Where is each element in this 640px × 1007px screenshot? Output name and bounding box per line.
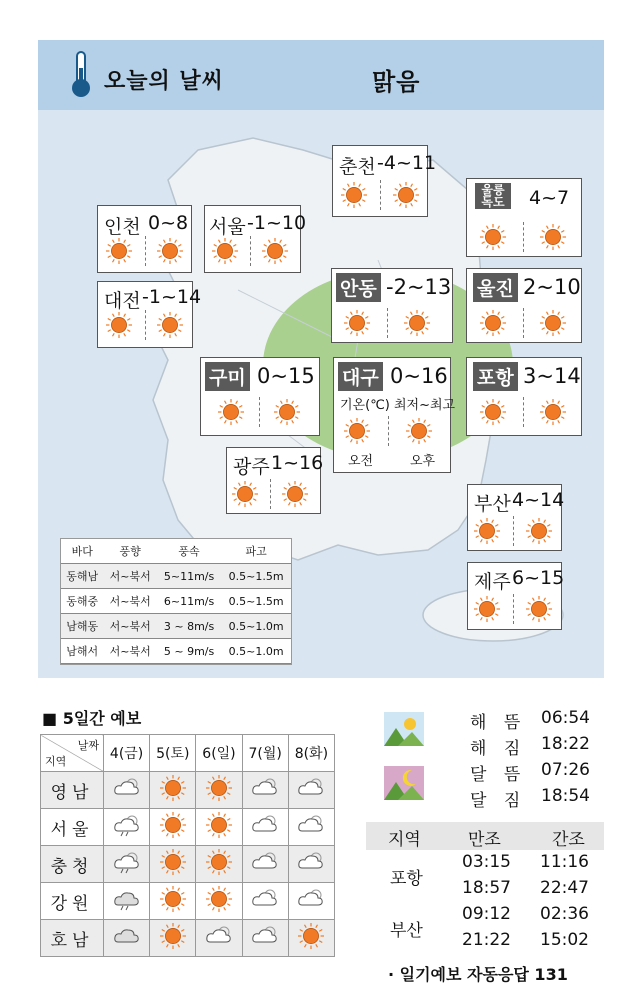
cloudy-sun-icon — [250, 850, 280, 878]
astro-time: 18:22 — [541, 734, 590, 754]
sun-icon — [473, 595, 499, 621]
sun-icon — [473, 517, 499, 543]
sea-cell: 남해동 — [61, 614, 103, 639]
forecast-corner — [41, 735, 104, 772]
cloud-icon — [112, 924, 142, 952]
sun-icon — [159, 811, 187, 843]
tide-header-high: 만조 — [468, 830, 501, 850]
forecast-cell — [288, 920, 334, 957]
divider — [270, 479, 271, 509]
forecast-region: 영남 — [41, 772, 104, 809]
sun-icon — [281, 480, 307, 506]
sun-icon — [479, 223, 505, 249]
legend-pm: 오후 — [410, 454, 436, 469]
forecast-cell — [242, 809, 288, 846]
sea-cell: 6~11m/s — [157, 589, 221, 614]
forecast-region: 충청 — [41, 846, 104, 883]
cloudy-sun-icon — [296, 850, 326, 878]
city-temp: 2~10 — [523, 275, 581, 299]
sun-icon — [156, 237, 182, 263]
cloudy-sun-icon — [296, 887, 326, 915]
astro-time: 06:54 — [541, 708, 590, 728]
corner-date-label: 날짜 — [77, 739, 99, 752]
city-box-daegu — [333, 357, 456, 473]
astro-time: 07:26 — [541, 760, 590, 780]
forecast-cell — [104, 883, 150, 920]
sea-cell: 3 ~ 8m/s — [157, 614, 221, 639]
cloud-rain-icon — [112, 887, 142, 915]
thermometer-icon — [68, 50, 94, 100]
divider — [523, 308, 524, 338]
astro-time: 18:54 — [541, 786, 590, 806]
forecast-day: 4(금) — [104, 735, 150, 772]
cloudy-sun-icon — [296, 776, 326, 804]
divider — [513, 594, 514, 624]
forecast-cell — [242, 883, 288, 920]
city-name: 인천 — [104, 216, 141, 238]
divider — [380, 180, 381, 210]
astro-label: 달 짐 — [470, 791, 527, 811]
astro-label: 해 짐 — [470, 739, 527, 759]
forecast-cell — [150, 920, 196, 957]
sun-icon — [205, 848, 233, 880]
city-name: 대전 — [104, 290, 141, 312]
tide-low: 02:36 — [540, 904, 589, 924]
sun-icon — [231, 480, 257, 506]
cloudy-sun-icon — [250, 924, 280, 952]
sun-icon — [403, 309, 429, 335]
table-row — [61, 614, 291, 639]
forecast-cell — [104, 846, 150, 883]
table-row — [41, 772, 335, 809]
forecast-cell — [104, 772, 150, 809]
divider — [388, 416, 389, 446]
sunrise-icon — [384, 712, 424, 746]
divider — [145, 310, 146, 340]
table-row — [41, 920, 335, 957]
sun-icon — [261, 237, 287, 263]
city-temp: -1~10 — [247, 212, 307, 234]
sun-icon — [211, 237, 237, 263]
forecast-cell — [242, 772, 288, 809]
forecast-cell — [150, 772, 196, 809]
forecast-region: 호남 — [41, 920, 104, 957]
sea-header: 풍속 — [157, 539, 221, 564]
forecast-region: 서울 — [41, 809, 104, 846]
forecast-cell — [196, 772, 242, 809]
cloudy-sun-icon — [250, 887, 280, 915]
astro-label: 해 뜸 — [470, 713, 527, 733]
weather-condition: 맑음 — [372, 68, 421, 96]
tide-region: 포항 — [390, 869, 423, 889]
sun-icon — [159, 885, 187, 917]
sea-cell: 서~북서 — [103, 639, 156, 664]
sun-icon — [392, 181, 418, 207]
sea-header: 파고 — [221, 539, 291, 564]
city-name: 서울 — [209, 216, 246, 238]
sea-header: 바다 — [61, 539, 103, 564]
footer-hotline: · 일기예보 자동응답 131 — [388, 965, 568, 984]
sun-icon — [156, 311, 182, 337]
sea-cell: 0.5~1.5m — [221, 589, 291, 614]
divider — [523, 222, 524, 252]
forecast-cell — [242, 846, 288, 883]
forecast-cell — [104, 809, 150, 846]
divider — [387, 308, 388, 338]
sea-cell: 0.5~1.0m — [221, 639, 291, 664]
sun-icon — [539, 309, 565, 335]
table-row — [41, 809, 335, 846]
forecast-title: ■ 5일간 예보 — [42, 709, 142, 728]
table-row — [61, 564, 291, 589]
city-name: 제주 — [474, 571, 511, 593]
city-name: 포항 — [473, 362, 518, 391]
sun-icon — [525, 517, 551, 543]
cloudy-sun-icon — [204, 924, 234, 952]
city-temp: 4~7 — [529, 187, 570, 209]
sun-icon — [159, 774, 187, 806]
tide-low: 15:02 — [540, 930, 589, 950]
forecast-cell — [150, 883, 196, 920]
sea-cell: 서~북서 — [103, 589, 156, 614]
sun-icon — [405, 417, 431, 443]
sun-icon — [539, 398, 565, 424]
sea-table — [60, 538, 292, 665]
sea-cell: 서~북서 — [103, 614, 156, 639]
forecast-day: 6(일) — [196, 735, 242, 772]
sea-cell: 동해남 — [61, 564, 103, 589]
tide-high: 03:15 — [462, 852, 511, 872]
forecast-cell — [196, 809, 242, 846]
city-name: 안동 — [336, 273, 381, 302]
tide-low: 22:47 — [540, 878, 589, 898]
sea-cell: 5 ~ 9m/s — [157, 639, 221, 664]
city-temp: 3~14 — [523, 364, 581, 388]
city-temp: -4~11 — [377, 152, 437, 174]
forecast-day: 8(화) — [288, 735, 334, 772]
tide-header — [366, 822, 604, 850]
forecast-day: 5(토) — [150, 735, 196, 772]
divider — [250, 236, 251, 266]
city-name: 울진 — [473, 273, 518, 302]
forecast-cell — [196, 883, 242, 920]
divider — [145, 236, 146, 266]
forecast-cell — [104, 920, 150, 957]
sea-cell: 0.5~1.0m — [221, 614, 291, 639]
divider — [259, 397, 260, 427]
city-name: 울릉독도 — [475, 183, 511, 209]
table-row — [41, 883, 335, 920]
sun-icon — [273, 398, 299, 424]
sun-icon — [105, 311, 131, 337]
sun-icon — [297, 922, 325, 954]
forecast-cell — [150, 846, 196, 883]
sea-cell: 0.5~1.5m — [221, 564, 291, 589]
sun-icon — [105, 237, 131, 263]
city-name: 대구 — [338, 362, 383, 391]
sun-icon — [205, 885, 233, 917]
cloud-rain-sun-icon — [112, 850, 142, 878]
forecast-cell — [196, 846, 242, 883]
cloudy-sun-icon — [250, 776, 280, 804]
cloudy-sun-icon — [250, 813, 280, 841]
forecast-cell — [242, 920, 288, 957]
sun-icon — [525, 595, 551, 621]
city-name: 광주 — [233, 456, 270, 478]
forecast-cell — [288, 772, 334, 809]
city-name: 부산 — [474, 493, 511, 515]
city-temp: 0~8 — [148, 212, 189, 234]
sun-icon — [205, 774, 233, 806]
sun-icon — [343, 309, 369, 335]
tide-header-region: 지역 — [388, 830, 421, 850]
legend-desc: 기온(℃) 최저~최고 — [340, 398, 456, 413]
tide-high: 09:12 — [462, 904, 511, 924]
sun-icon — [159, 922, 187, 954]
tide-region: 부산 — [390, 921, 423, 941]
divider — [523, 397, 524, 427]
forecast-cell — [288, 809, 334, 846]
sun-icon — [205, 811, 233, 843]
sun-icon — [343, 417, 369, 443]
tide-header-low: 간조 — [552, 830, 585, 850]
page-title: 오늘의 날씨 — [104, 69, 224, 94]
sun-icon — [217, 398, 243, 424]
forecast-cell — [150, 809, 196, 846]
forecast-cell — [288, 883, 334, 920]
sea-cell: 남해서 — [61, 639, 103, 664]
tide-high: 18:57 — [462, 878, 511, 898]
corner-region-label: 지역 — [45, 755, 67, 768]
city-temp: -2~13 — [386, 275, 452, 299]
forecast-cell — [196, 920, 242, 957]
table-row — [41, 846, 335, 883]
sea-cell: 동해중 — [61, 589, 103, 614]
cloud-rain-sun-icon — [112, 813, 142, 841]
sea-cell: 서~북서 — [103, 564, 156, 589]
city-temp: 0~15 — [257, 364, 315, 388]
forecast-day: 7(월) — [242, 735, 288, 772]
sea-cell: 5~11m/s — [157, 564, 221, 589]
divider — [513, 516, 514, 546]
city-name: 춘천 — [339, 156, 376, 178]
city-temp: 6~15 — [512, 567, 565, 589]
forecast-cell — [288, 846, 334, 883]
table-row — [61, 589, 291, 614]
city-temp: 1~16 — [271, 452, 324, 474]
city-temp: 0~16 — [390, 364, 448, 388]
sun-icon — [479, 398, 505, 424]
moonrise-icon — [384, 766, 424, 800]
sun-icon — [539, 223, 565, 249]
sea-header: 풍향 — [103, 539, 156, 564]
cloudy-sun-icon — [112, 776, 142, 804]
forecast-region: 강원 — [41, 883, 104, 920]
astro-label: 달 뜸 — [470, 765, 527, 785]
city-temp: -1~14 — [142, 286, 202, 308]
city-temp: 4~14 — [512, 489, 565, 511]
sun-icon — [340, 181, 366, 207]
cloudy-sun-icon — [296, 813, 326, 841]
legend-am: 오전 — [348, 454, 374, 469]
city-name: 구미 — [205, 362, 250, 391]
sun-icon — [479, 309, 505, 335]
sun-icon — [159, 848, 187, 880]
table-row — [61, 639, 291, 664]
tide-low: 11:16 — [540, 852, 589, 872]
tide-high: 21:22 — [462, 930, 511, 950]
forecast-table — [40, 734, 335, 957]
